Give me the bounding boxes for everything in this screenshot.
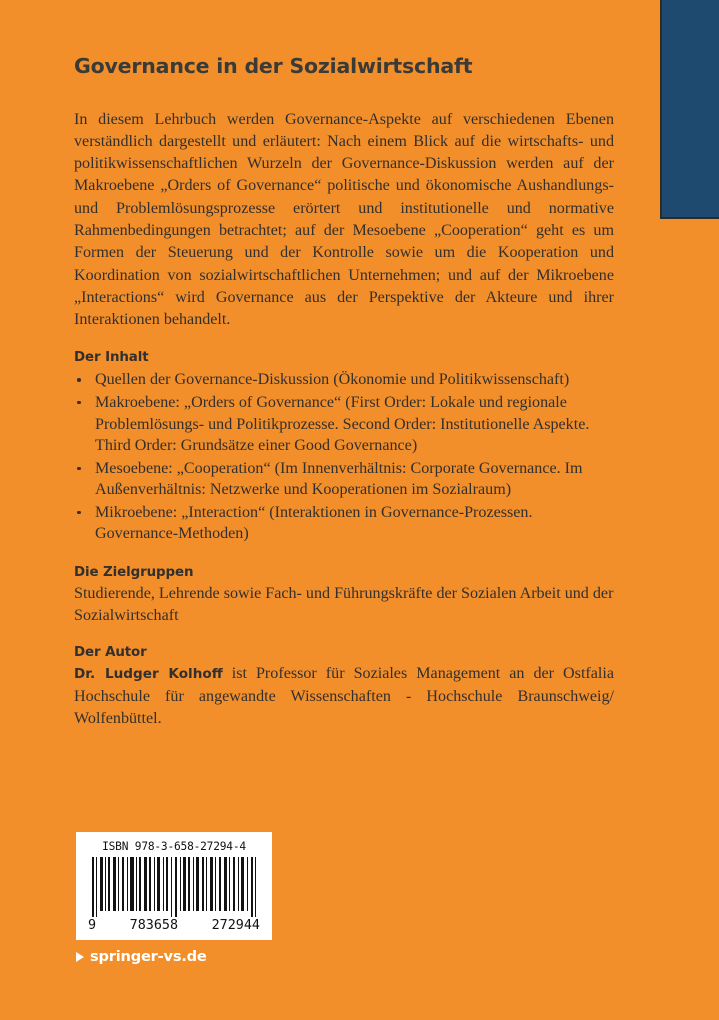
blue-accent-panel [660,0,719,219]
section-heading-inhalt: Der Inhalt [74,350,149,366]
page-title: Governance in der Sozialwirtschaft [74,54,473,78]
bullet-dot-icon [77,511,81,515]
list-item [74,369,614,391]
play-triangle-icon [76,952,84,962]
author-name: Dr. Ludger Kolhoff [74,666,223,683]
section-heading-zielgruppen: Die Zielgruppen [74,564,194,580]
list-item [74,502,614,546]
list-item-label: Quellen der Governance-Diskussion (Ökonomie und Politikwissenschaft) [95,371,570,389]
barcode-digit-row [86,917,262,932]
isbn-label: ISBN 978-3-658-27294-4 [102,840,246,853]
list-item-label: Mikroebene: „Interaction“ (Interaktionen in Governance-Prozessen. Governance-Methoden) [95,503,533,543]
barcode-lead-digit: 9 [88,918,97,934]
list-item [74,458,614,502]
bullet-dot-icon [77,378,81,382]
section-heading-autor: Der Autor [74,645,147,661]
barcode-bars-graphic [86,857,262,917]
autor-body [74,660,614,730]
list-item-label: Makroebene: „Orders of Governance“ (First Order: Lokale und regionale Problemlösungs- und Politikprozesse. Second Order: Institutionelle Aspekte. Third Order: Grundsätze einer Good Governance) [95,393,590,455]
author-bio: ist Professor für Soziales Management an der Ostfalia Hochschule für angewandte Wissenschaften - Hochschule Braunschweig/ Wolfenbüttel. [74,665,615,727]
cover-content [74,0,614,730]
list-item [74,392,614,457]
barcode-group-right: 272944 [211,918,260,934]
publisher-url-label: springer-vs.de [90,948,207,965]
bullet-dot-icon [77,401,81,405]
list-item-label: Mesoebene: „Cooperation“ (Im Innenverhältnis: Corporate Governance. Im Außenverhältnis: Netzwerke und Kooperationen im Sozialraum) [95,459,583,499]
publisher-logo[interactable] [76,948,207,965]
bullet-dot-icon [77,467,81,471]
zielgruppen-body: Studierende, Lehrende sowie Fach- und Führungskräfte der Sozialen Arbeit und der Sozialwirtschaft [74,584,614,624]
barcode-group-left: 783658 [129,918,179,934]
isbn-barcode [76,832,272,940]
blurb-paragraph: In diesem Lehrbuch werden Governance-Aspekte auf verschiedenen Ebenen verständlich dargestellt und erläutert: Nach einem Blick auf die wirtschafts- und politikwissenschaftlichen Wurzeln der Governance-Diskussion werden auf der Makroebene „Orders of Governance“ politische und ökonomische Aushandlungs- und Problemlösungsprozesse erörtert und institutionelle und normative Rahmenbedingungen betrachtet; auf der Mesoebene „Cooperation“ geht es um Formen der Steuerung und der Kontrolle sowie um die Kooperation und Koordination von sozialwirtschaftlichen Unternehmen; und auf der Mikroebene „Interactions“ wird Governance aus der Perspektive der Akteure und ihrer Interaktionen behandelt. [74,110,614,329]
inhalt-bullet-list [74,365,614,545]
